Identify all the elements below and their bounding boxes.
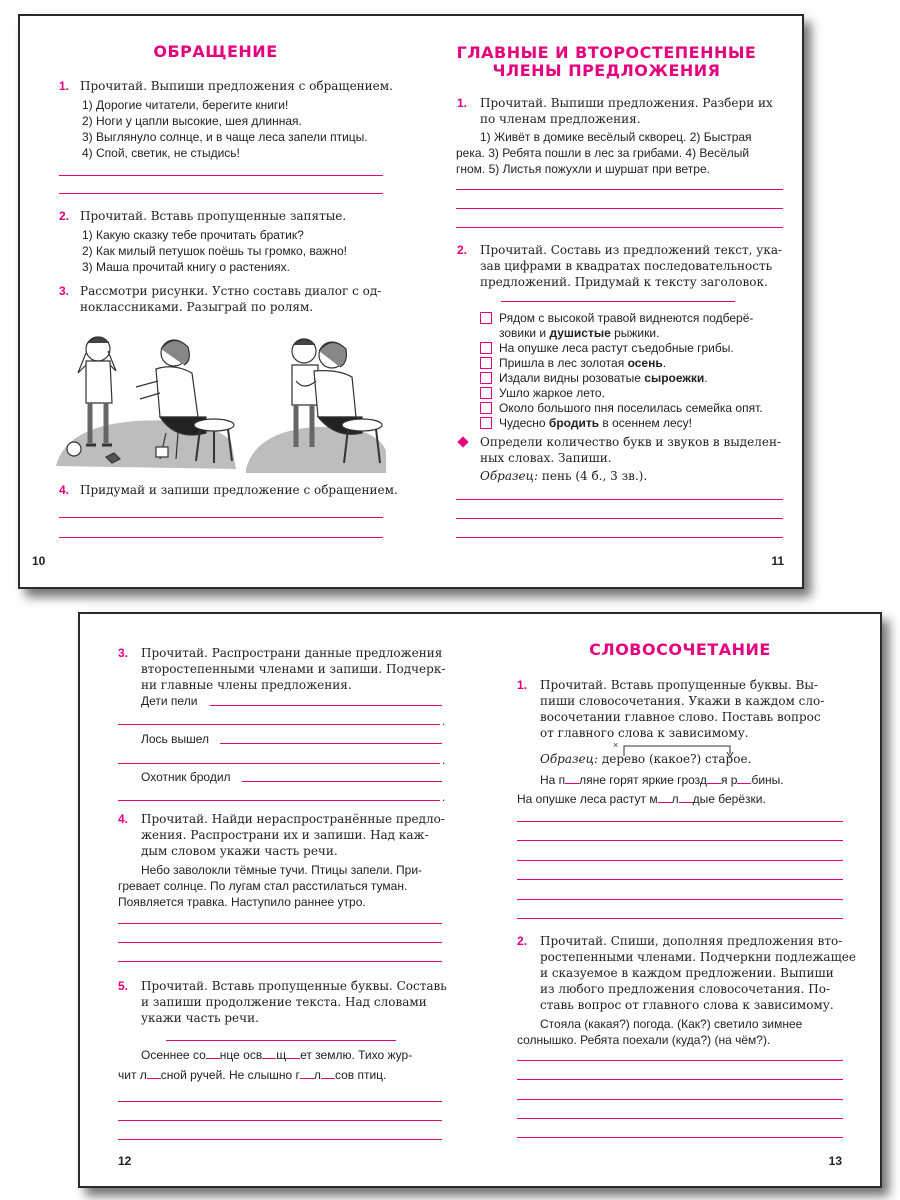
writing-line[interactable] <box>118 1139 442 1140</box>
writing-line[interactable] <box>517 899 843 900</box>
task-prompt: Прочитай. Распространи данные предложения <box>141 646 443 660</box>
order-checkbox[interactable] <box>480 417 492 429</box>
task-prompt: Определи количество букв и звуков в выделен- <box>480 435 782 449</box>
task-text: Появляется травка. Наступило раннее утро. <box>118 895 366 909</box>
sentence: На опушке леса растут съедобные грибы. <box>499 341 734 355</box>
writing-line[interactable] <box>517 918 843 919</box>
task-text: Небо заволокли тёмные тучи. Птицы запели. При- <box>141 863 423 877</box>
writing-line[interactable] <box>517 1079 843 1080</box>
sentence-start: Лось вышел <box>141 732 210 746</box>
list-item: 1) Какую сказку тебе прочитать братик? <box>82 228 304 242</box>
spread-pages-10-11 <box>18 14 804 589</box>
page-10 <box>20 16 411 587</box>
order-checkbox[interactable] <box>480 372 492 384</box>
task-text: солнышко. Ребята поехали (куда?) (на чём?). <box>517 1033 771 1047</box>
task-number: 1. <box>517 678 528 692</box>
highlighted-word: душистые <box>549 326 611 340</box>
task-prompt: второстепенными членами и запиши. Подчерк- <box>141 662 446 676</box>
page-number: 12 <box>118 1154 132 1168</box>
writing-line[interactable] <box>210 705 442 706</box>
writing-line[interactable] <box>242 781 442 782</box>
order-checkbox[interactable] <box>480 342 492 354</box>
writing-line[interactable] <box>118 923 442 924</box>
task-text: чит л сной ручей. Не слышно г л сов птиц. <box>118 1068 387 1082</box>
page-number: 11 <box>771 554 784 568</box>
task-prompt: ростепенными членами. Подчеркни подлежащее <box>540 950 856 964</box>
sentence: Чудесно бродить в осеннем лесу! <box>499 416 693 430</box>
section-title-line-2: ЧЛЕНЫ ПРЕДЛОЖЕНИЯ <box>492 61 721 80</box>
task-prompt: Прочитай. Составь из предложений текст, ука- <box>480 243 783 257</box>
title-writing-line[interactable] <box>501 301 735 302</box>
title-writing-line[interactable] <box>166 1040 396 1041</box>
sentence: зовики и душистые рыжики. <box>499 326 660 340</box>
section-title: СЛОВОСОЧЕТАНИЕ <box>589 640 771 659</box>
task-prompt: Прочитай. Вставь пропущенные буквы. Вы- <box>540 678 818 692</box>
task-prompt: Придумай и запиши предложение с обращением. <box>80 483 398 497</box>
task-number: 5. <box>118 979 129 993</box>
task-prompt: зав цифрами в квадратах последовательность <box>480 259 773 273</box>
order-checkbox[interactable] <box>480 357 492 369</box>
task-text: На п ляне горят яркие грозд я р бины. <box>540 773 784 787</box>
task-number: 1. <box>59 79 70 93</box>
task-text: гревает солнце. По лугам стал расстилаться туман. <box>118 879 408 893</box>
section-title: ОБРАЩЕНИЕ <box>153 42 278 61</box>
task-number: 2. <box>59 209 70 223</box>
task-prompt: Прочитай. Спиши, дополняя предложения вто- <box>540 934 843 948</box>
task-prompt: предложений. Придумай к тексту заголовок. <box>480 275 768 289</box>
sentence: Рядом с высокой травой виднеются подберё- <box>499 311 754 325</box>
order-checkbox[interactable] <box>480 312 492 324</box>
task-text: Стояла (какая?) погода. (Как?) светило зимнее <box>540 1017 803 1031</box>
list-item: 1) Дорогие читатели, берегите книги! <box>82 98 289 112</box>
main-word-mark: × <box>613 740 619 750</box>
spread-pages-12-13 <box>78 612 882 1188</box>
task-prompt: Рассмотри рисунки. Устно составь диалог с од- <box>80 284 382 298</box>
section-title-line-1: ГЛАВНЫЕ И ВТОРОСТЕПЕННЫЕ <box>456 43 757 62</box>
list-item: 2) Ноги у цапли высокие, шея длинная. <box>82 114 302 128</box>
writing-line[interactable] <box>517 1137 843 1138</box>
task-prompt: Прочитай. Вставь пропущенные запятые. <box>80 209 347 223</box>
task-text: Осеннее со нце осв щ ет землю. Тихо жур- <box>141 1048 413 1062</box>
task-text: река. 3) Ребята пошли в лес за грибами. 4) Весёлый <box>456 146 750 160</box>
task-prompt: Прочитай. Выпиши предложения с обращением. <box>80 79 393 93</box>
order-checkbox[interactable] <box>480 402 492 414</box>
sample: Образец: пень (4 б., 3 зв.). <box>480 469 648 483</box>
task-prompt: ни главные члены предложения. <box>141 678 352 692</box>
sentence: Ушло жаркое лето. <box>499 386 605 400</box>
sample: Образец: дерево (какое?) старое. <box>540 752 752 766</box>
order-checkbox[interactable] <box>480 387 492 399</box>
list-item: 4) Спой, светик, не стыдись! <box>82 146 240 160</box>
page-number: 10 <box>32 554 46 568</box>
task-text: гном. 5) Листья пожухли и шуршат при ветре. <box>456 162 710 176</box>
task-prompt: по членам предложения. <box>480 112 641 126</box>
period: . <box>442 753 446 767</box>
task-prompt: укажи часть речи. <box>141 1011 259 1025</box>
task-number: 2. <box>457 243 468 257</box>
writing-line[interactable] <box>517 840 843 841</box>
writing-line[interactable] <box>118 1120 442 1121</box>
page-11 <box>411 16 802 587</box>
task-prompt: ставь вопрос от главного слова к зависимому. <box>540 998 834 1012</box>
task-text: 1) Живёт в домике весёлый скворец. 2) Быстрая <box>480 130 752 144</box>
writing-line[interactable] <box>456 537 783 538</box>
task-number: 4. <box>118 812 129 826</box>
task-prompt: от главного слова к зависимому. <box>540 726 749 740</box>
list-item: 2) Как милый петушок поёшь ты громко, важно! <box>82 244 347 258</box>
highlighted-word: осень <box>627 356 663 370</box>
list-item: 3) Выглянуло солнце, и в чаще леса запели птицы. <box>82 130 368 144</box>
writing-line[interactable] <box>118 724 440 725</box>
writing-line[interactable] <box>59 175 383 176</box>
task-prompt: ноклассниками. Разыграй по ролям. <box>80 300 314 314</box>
writing-line[interactable] <box>517 879 843 880</box>
task-prompt: и запиши продолжение текста. Над словами <box>141 995 427 1009</box>
page-number: 13 <box>828 1154 842 1168</box>
sentence-start: Охотник бродил <box>141 770 231 784</box>
period: . <box>442 714 446 728</box>
writing-line[interactable] <box>456 499 783 500</box>
task-number: 3. <box>59 284 70 298</box>
writing-line[interactable] <box>517 1118 843 1119</box>
task-prompt: из любого предложения словосочетания. По- <box>540 982 831 996</box>
sentence: Пришла в лес золотая осень. <box>499 356 667 370</box>
highlighted-word: сыроежки <box>644 371 705 385</box>
writing-line[interactable] <box>456 189 783 190</box>
writing-line[interactable] <box>517 860 843 861</box>
dialogue-illustration <box>56 321 386 473</box>
writing-line[interactable] <box>59 517 383 518</box>
page-12 <box>80 614 480 1186</box>
page-13 <box>480 614 880 1186</box>
writing-line[interactable] <box>456 227 783 228</box>
highlighted-word: бродить <box>548 416 600 430</box>
task-prompt: жения. Распространи их и запиши. Над каж- <box>141 828 429 842</box>
task-prompt: ных словах. Запиши. <box>480 451 612 465</box>
writing-line[interactable] <box>118 942 442 943</box>
task-prompt: и сказуемое в каждом предложении. Выпиши <box>540 966 834 980</box>
task-number: 1. <box>457 96 468 110</box>
writing-line[interactable] <box>517 821 843 822</box>
task-prompt: дым словом укажи часть речи. <box>141 844 338 858</box>
writing-line[interactable] <box>517 1099 843 1100</box>
writing-line[interactable] <box>456 518 783 519</box>
writing-line[interactable] <box>118 763 440 764</box>
writing-line[interactable] <box>118 1101 442 1102</box>
writing-line[interactable] <box>456 208 783 209</box>
sentence: Издали видны розоватые сыроежки. <box>499 371 708 385</box>
writing-line[interactable] <box>220 743 442 744</box>
task-prompt: Прочитай. Найди нераспространённые предло- <box>141 812 445 826</box>
writing-line[interactable] <box>59 193 383 194</box>
list-item: 3) Маша прочитай книгу о растениях. <box>82 260 290 274</box>
writing-line[interactable] <box>517 1060 843 1061</box>
sentence: Около большого пня поселилась семейка опят. <box>499 401 763 415</box>
task-text: На опушке леса растут м л дые берёзки. <box>517 792 766 806</box>
task-number: 3. <box>118 646 129 660</box>
writing-line[interactable] <box>118 800 440 801</box>
writing-line[interactable] <box>59 537 383 538</box>
task-number: 4. <box>59 483 70 497</box>
diamond-bullet-icon <box>457 436 468 447</box>
task-number: 2. <box>517 934 528 948</box>
writing-line[interactable] <box>118 961 442 962</box>
task-prompt: восочетании главное слово. Поставь вопрос <box>540 710 821 724</box>
task-prompt: Прочитай. Выпиши предложения. Разбери их <box>480 96 773 110</box>
task-prompt: Прочитай. Вставь пропущенные буквы. Составь <box>141 979 447 993</box>
period: . <box>442 790 446 804</box>
task-prompt: пиши словосочетания. Укажи в каждом сло- <box>540 694 825 708</box>
sentence-start: Дети пели <box>141 694 198 708</box>
